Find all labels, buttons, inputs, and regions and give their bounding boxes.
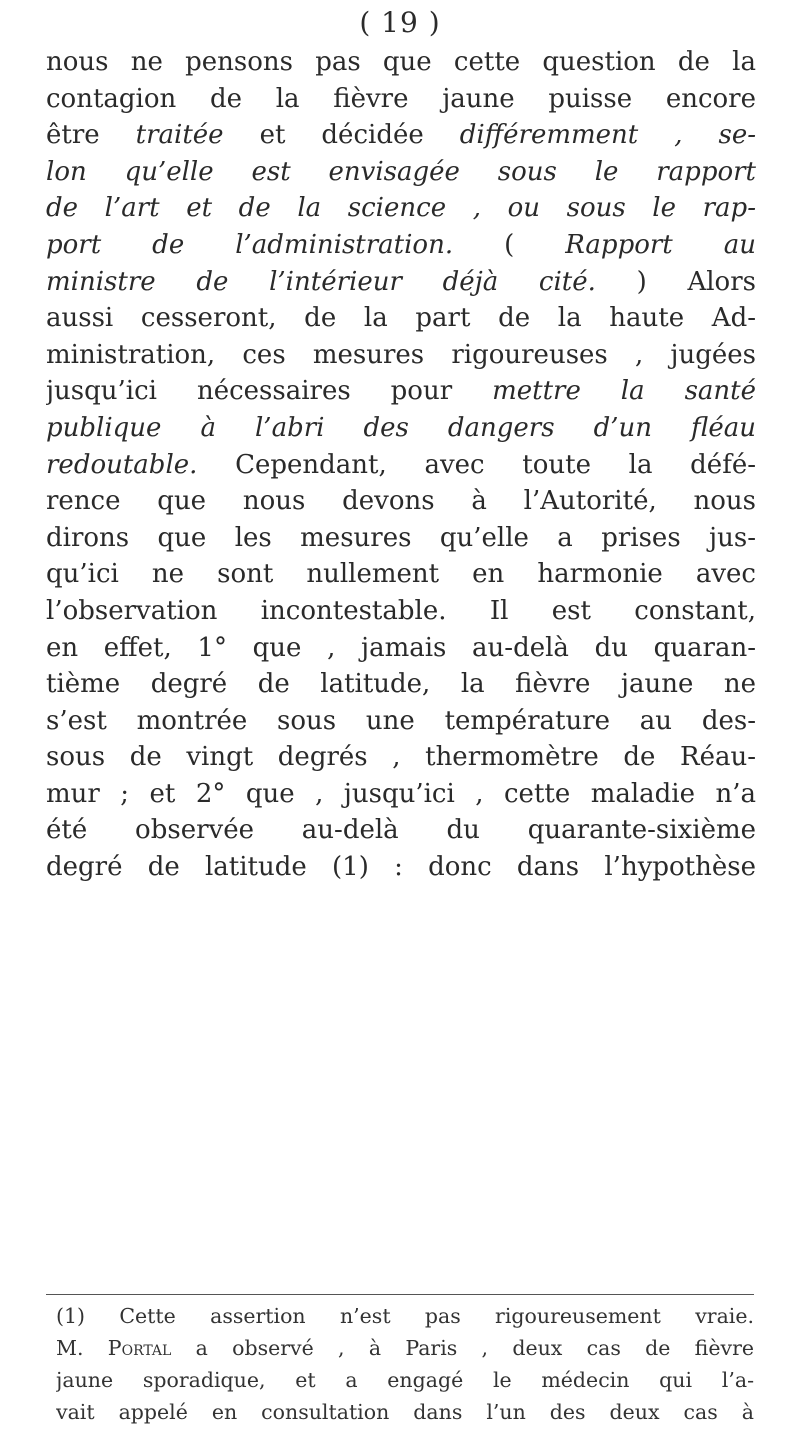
footnote-rule: [46, 1294, 754, 1295]
footnote-line: vait appelé en consultation dans l’un des deux cas à: [56, 1400, 754, 1424]
text-line: contagion de la fièvre jaune puisse encore: [46, 83, 756, 114]
page-number: ( 19 ): [359, 6, 441, 39]
text-line: de l’art et de la science , ou sous le rap-: [46, 193, 756, 224]
text-line: ministration, ces mesures rigoureuses , jugées: [46, 339, 756, 370]
text-line: publique à l’abri des dangers d’un fléau: [46, 412, 756, 443]
footnote: [56, 1300, 754, 1428]
text-line: mur ; et 2° que , jusqu’ici , cette maladie n’a: [46, 778, 756, 809]
text-line: sous de vingt degrés , thermomètre de Réau-: [46, 742, 756, 773]
text-line: lon qu’elle est envisagée sous le rapport: [46, 156, 756, 187]
text-line: dirons que les mesures qu’elle a prises jus-: [46, 522, 756, 553]
text-line: s’est montrée sous une température au des-: [46, 705, 756, 736]
footnote-line: (1) Cette assertion n’est pas rigoureusement vraie.: [56, 1304, 754, 1328]
text-line: port de l’administration. ( Rapport au: [46, 229, 756, 260]
text-line: ministre de l’intérieur déjà cité. ) Alors: [46, 266, 756, 297]
text-line: l’observation incontestable. Il est constant,: [46, 595, 756, 626]
text-line: degré de latitude (1) : donc dans l’hypothèse: [46, 852, 756, 883]
footnote-line: jaune sporadique, et a engagé le médecin qui l’a-: [56, 1368, 754, 1392]
footnote-line: M. Portal a observé , à Paris , deux cas de fièvre: [56, 1336, 754, 1360]
text-line: en effet, 1° que , jamais au-delà du quaran-: [46, 632, 756, 663]
text-line: jusqu’ici nécessaires pour mettre la santé: [46, 376, 756, 407]
text-line: redoutable. Cependant, avec toute la défé-: [46, 449, 756, 480]
main-text: [46, 44, 756, 886]
text-line: tième degré de latitude, la fièvre jaune ne: [46, 669, 756, 700]
text-line: aussi cesseront, de la part de la haute Ad-: [46, 303, 756, 334]
text-line: rence que nous devons à l’Autorité, nous: [46, 486, 756, 517]
text-line: qu’ici ne sont nullement en harmonie avec: [46, 559, 756, 590]
text-line: être traitée et décidée différemment , se-: [46, 120, 756, 151]
text-line: nous ne pensons pas que cette question de la: [46, 47, 756, 77]
text-line: été observée au-delà du quarante-sixième: [46, 815, 756, 846]
